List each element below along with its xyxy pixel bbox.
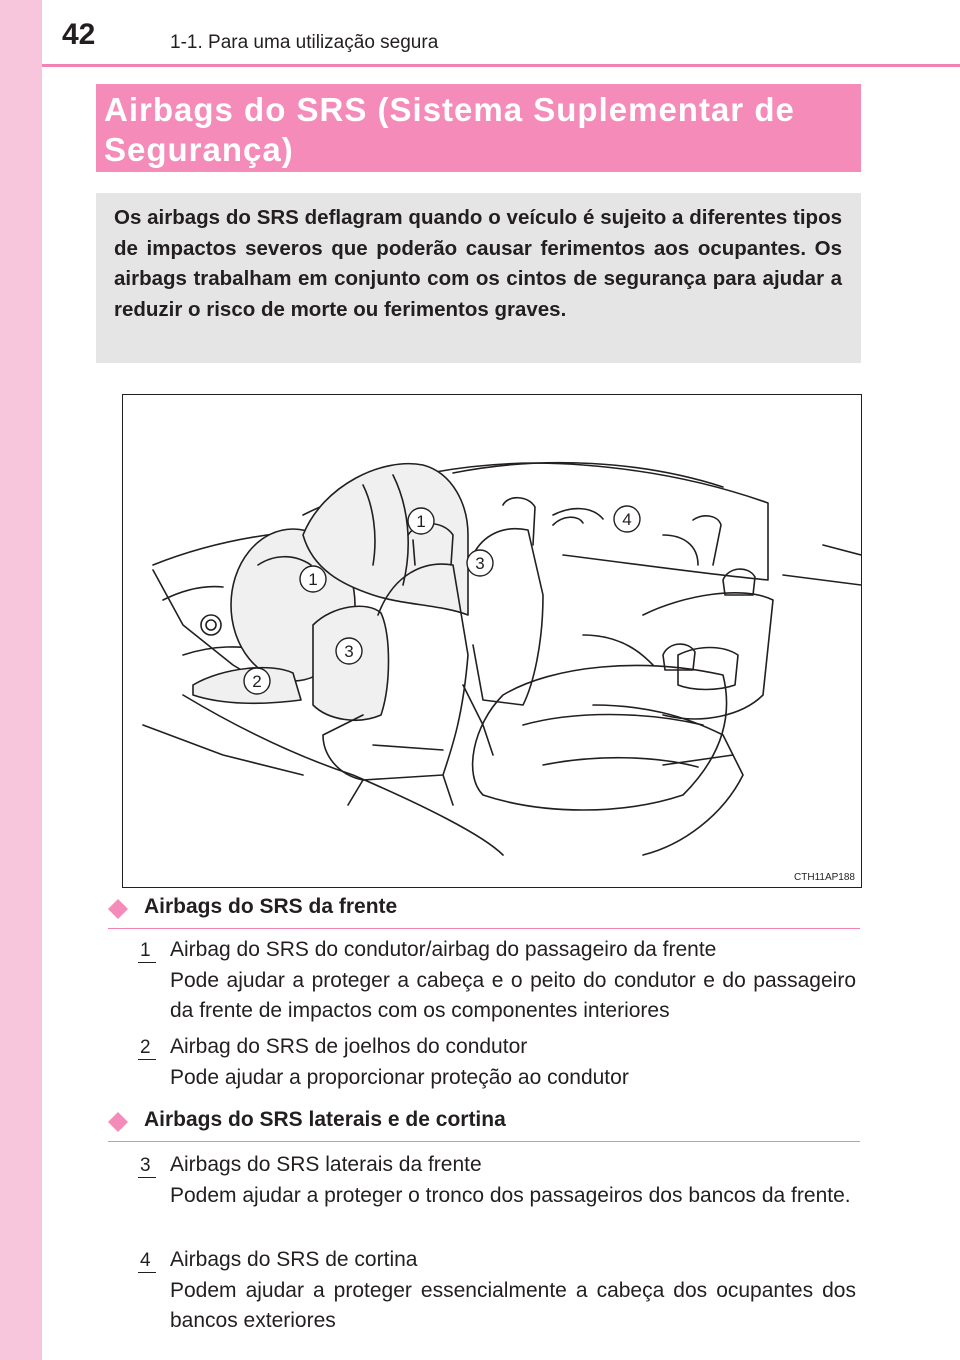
- callout-label: 2: [252, 672, 262, 691]
- title-banner: [96, 84, 861, 172]
- diamond-bullet-icon: [108, 1112, 128, 1132]
- item-number: 2: [140, 1037, 151, 1059]
- figure-code: CTH11AP188: [794, 872, 855, 883]
- section-heading-label: Airbags do SRS da frente: [144, 895, 398, 918]
- item-number: 1: [140, 940, 151, 962]
- intro-box: [96, 193, 861, 363]
- page-number: 42: [62, 18, 96, 51]
- item-title: Airbags do SRS laterais da frente: [170, 1153, 482, 1176]
- diamond-bullet-icon: [108, 899, 128, 919]
- callout-label: 3: [344, 642, 354, 661]
- section-rule: [108, 928, 860, 929]
- callout-label: 1: [308, 570, 318, 589]
- section-heading-front: [108, 895, 868, 927]
- item-number: 3: [140, 1155, 151, 1177]
- section-rule: [108, 1141, 860, 1142]
- callout-label: 3: [475, 554, 485, 573]
- page-title: Airbags do SRS (Sistema Suplementar de Segurança): [104, 91, 795, 168]
- section-reference: 1-1. Para uma utilização segura: [170, 32, 439, 53]
- item-knee-airbag: [170, 1032, 856, 1093]
- callout-label: 4: [622, 510, 632, 529]
- item-title: Airbags do SRS de cortina: [170, 1248, 418, 1271]
- item-front-airbags: [170, 935, 856, 1027]
- item-description: Pode ajudar a proporcionar proteção ao condutor: [170, 1065, 629, 1089]
- intro-text: Os airbags do SRS deflagram quando o veículo é sujeito a diferentes tipos de impactos severos que poderão causar ferimentos aos ocupantes. Os airbags trabalham em conjunto com os cintos de segurança para ajudar a reduzir o risco de morte ou ferimentos graves.: [114, 206, 842, 321]
- item-description: Podem ajudar a proteger o tronco dos passageiros dos bancos da frente.: [170, 1183, 851, 1207]
- car-interior-drawing: [123, 395, 861, 887]
- item-curtain-airbags: [170, 1245, 856, 1337]
- item-description: Pode ajudar a proteger a cabeça e o peito do condutor e do passageiro da frente de impactos com os componentes interiores: [170, 968, 856, 1022]
- header-rule: [42, 64, 960, 67]
- item-description: Podem ajudar a proteger essencialmente a cabeça dos ocupantes dos bancos exteriores: [170, 1278, 856, 1332]
- item-title: Airbag do SRS de joelhos do condutor: [170, 1035, 528, 1058]
- item-number: 4: [140, 1250, 151, 1272]
- item-side-airbags: [170, 1150, 856, 1211]
- airbag-illustration: [122, 394, 862, 888]
- section-heading-label: Airbags do SRS laterais e de cortina: [144, 1108, 506, 1131]
- callout-label: 1: [416, 512, 426, 531]
- side-strip: [0, 0, 42, 1360]
- item-title: Airbag do SRS do condutor/airbag do passageiro da frente: [170, 938, 717, 961]
- section-heading-side-curtain: [108, 1108, 868, 1140]
